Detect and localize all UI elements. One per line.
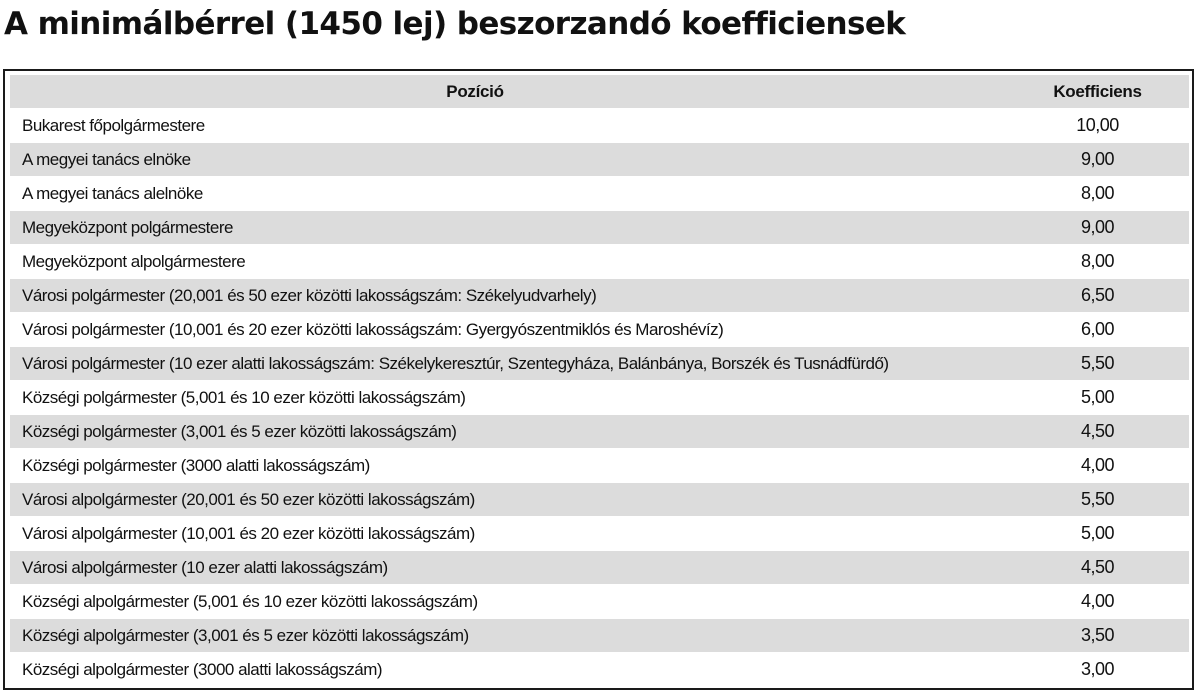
row-position: Megyeközpont polgármestere [10, 211, 940, 245]
row-position: Községi alpolgármester (3000 alatti lakosságszám) [10, 653, 940, 687]
table-row [10, 211, 1189, 245]
row-coefficient: 9,00 [940, 211, 1189, 245]
row-position: Bukarest főpolgármestere [10, 109, 940, 143]
coefficient-table-frame [3, 69, 1194, 690]
row-coefficient: 5,50 [940, 483, 1189, 517]
row-coefficient: 4,50 [940, 415, 1189, 449]
table-row [10, 313, 1189, 347]
row-coefficient: 5,00 [940, 517, 1189, 551]
table-row [10, 551, 1189, 585]
row-position: Városi polgármester (20,001 és 50 ezer közötti lakosságszám: Székelyudvarhely) [10, 279, 940, 313]
row-position: A megyei tanács elnöke [10, 143, 940, 177]
table-row [10, 143, 1189, 177]
row-coefficient: 4,50 [940, 551, 1189, 585]
row-coefficient: 10,00 [940, 109, 1189, 143]
table-row [10, 381, 1189, 415]
header-coefficient: Koefficiens [940, 75, 1189, 109]
row-position: Községi polgármester (3000 alatti lakosságszám) [10, 449, 940, 483]
row-position: Községi alpolgármester (5,001 és 10 ezer közötti lakosságszám) [10, 585, 940, 619]
table-row [10, 245, 1189, 279]
row-coefficient: 6,00 [940, 313, 1189, 347]
row-coefficient: 8,00 [940, 177, 1189, 211]
row-coefficient: 6,50 [940, 279, 1189, 313]
row-coefficient: 4,00 [940, 449, 1189, 483]
table-row [10, 109, 1189, 143]
row-position: Városi alpolgármester (10,001 és 20 ezer közötti lakosságszám) [10, 517, 940, 551]
table-row [10, 653, 1189, 687]
row-position: Városi alpolgármester (10 ezer alatti lakosságszám) [10, 551, 940, 585]
row-coefficient: 5,00 [940, 381, 1189, 415]
row-coefficient: 4,00 [940, 585, 1189, 619]
row-coefficient: 8,00 [940, 245, 1189, 279]
row-position: A megyei tanács alelnöke [10, 177, 940, 211]
table-row [10, 585, 1189, 619]
table-row [10, 177, 1189, 211]
row-position: Községi polgármester (5,001 és 10 ezer közötti lakosságszám) [10, 381, 940, 415]
row-coefficient: 3,00 [940, 653, 1189, 687]
coefficient-table [10, 75, 1189, 687]
table-row [10, 619, 1189, 653]
row-position: Községi polgármester (3,001 és 5 ezer közötti lakosságszám) [10, 415, 940, 449]
table-header-row [10, 75, 1189, 109]
row-position: Városi polgármester (10 ezer alatti lakosságszám: Székelykeresztúr, Szentegyháza, Balánbánya, Borszék és Tusnádfürdő) [10, 347, 940, 381]
table-row [10, 279, 1189, 313]
table-body [10, 109, 1189, 687]
row-coefficient: 9,00 [940, 143, 1189, 177]
table-row [10, 415, 1189, 449]
page-title: A minimálbérrel (1450 lej) beszorzandó koefficiensek [4, 6, 906, 42]
table-row [10, 449, 1189, 483]
table-row [10, 483, 1189, 517]
row-coefficient: 5,50 [940, 347, 1189, 381]
header-position: Pozíció [10, 75, 940, 109]
table-row [10, 517, 1189, 551]
table-row [10, 347, 1189, 381]
row-position: Megyeközpont alpolgármestere [10, 245, 940, 279]
row-coefficient: 3,50 [940, 619, 1189, 653]
row-position: Városi alpolgármester (20,001 és 50 ezer közötti lakosságszám) [10, 483, 940, 517]
row-position: Községi alpolgármester (3,001 és 5 ezer közötti lakosságszám) [10, 619, 940, 653]
row-position: Városi polgármester (10,001 és 20 ezer közötti lakosságszám: Gyergyószentmiklós és Maroshévíz) [10, 313, 940, 347]
